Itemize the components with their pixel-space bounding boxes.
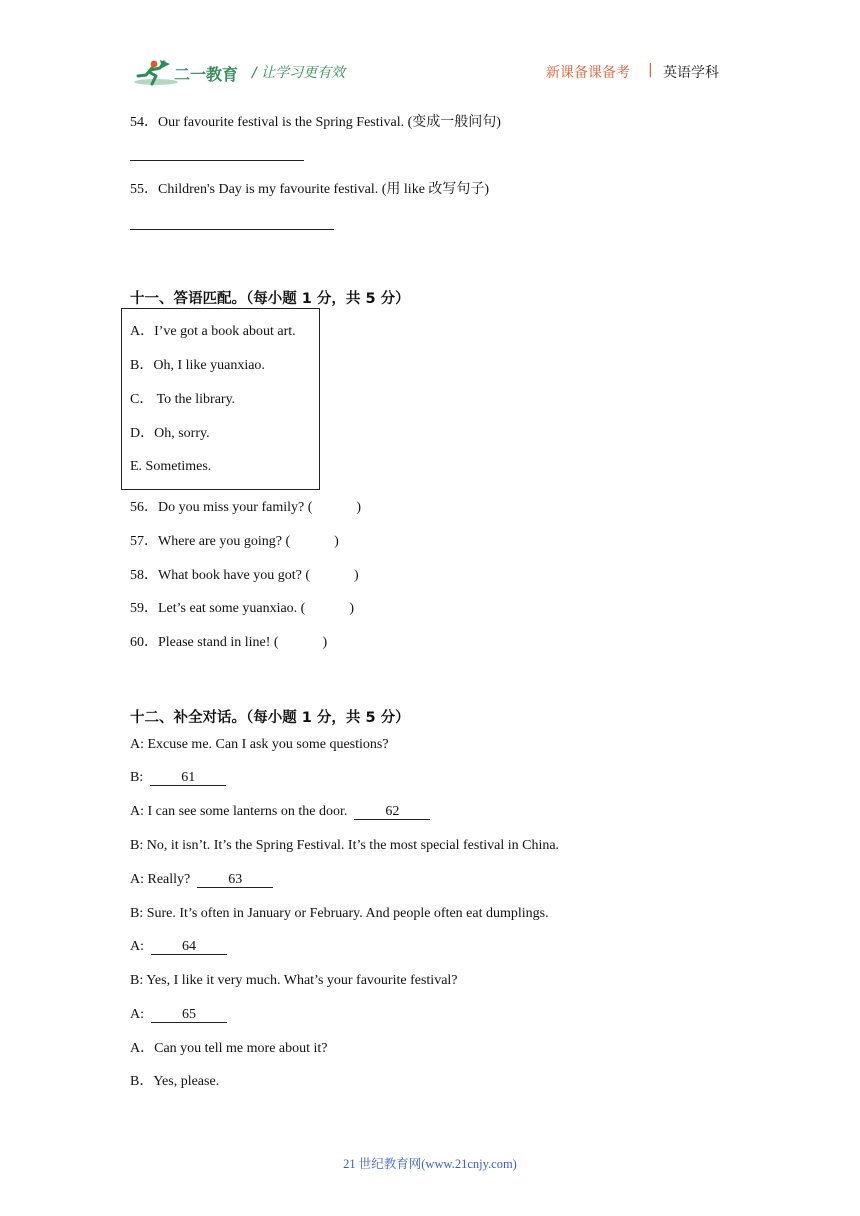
logo bbox=[130, 58, 242, 88]
header-subject: 英语学科 bbox=[663, 65, 719, 81]
header-course-label: 新课备课备考 bbox=[546, 65, 630, 81]
dialogue-line-2: B: 61 bbox=[130, 769, 226, 787]
blank-64[interactable]: 64 bbox=[151, 939, 227, 955]
option-c: C． To the library. bbox=[130, 392, 236, 407]
dialogue-line-5: A: Really? 63 bbox=[130, 871, 273, 889]
section-11-title: 十一、答语匹配。（每小题 1 分，共 5 分） bbox=[130, 291, 410, 307]
blank-65[interactable]: 65 bbox=[151, 1007, 227, 1023]
answer-line-55[interactable] bbox=[130, 229, 334, 230]
footer-source[interactable]: 21 世纪教育网(www.21cnjy.com) bbox=[343, 1157, 517, 1171]
blank-62[interactable]: 62 bbox=[354, 804, 430, 820]
blank-61[interactable]: 61 bbox=[150, 770, 226, 786]
question-59: 59．Let’s eat some yuanxiao. ( ) bbox=[130, 601, 355, 616]
question-55: 55．Children's Day is my favourite festival. (用 like 改写句子) bbox=[130, 182, 490, 197]
question-57: 57．Where are you going? ( ) bbox=[130, 534, 339, 549]
question-60: 60．Please stand in line! ( ) bbox=[130, 635, 328, 650]
section-12-title: 十二、补全对话。（每小题 1 分，共 5 分） bbox=[130, 710, 410, 726]
dialogue-option-a: A．Can you tell me more about it? bbox=[130, 1041, 328, 1056]
question-54: 54．Our favourite festival is the Spring Festival. (变成一般问句) bbox=[130, 115, 501, 130]
dialogue-line-3: A: I can see some lanterns on the door. 62 bbox=[130, 803, 430, 821]
dialogue-line-7: A: 64 bbox=[130, 938, 227, 956]
blank-63[interactable]: 63 bbox=[197, 872, 273, 888]
dialogue-line-1: A: Excuse me. Can I ask you some questions? bbox=[130, 737, 389, 752]
option-a: A．I’ve got a book about art. bbox=[130, 324, 296, 339]
question-58: 58．What book have you got? ( ) bbox=[130, 568, 359, 583]
dialogue-line-4: B: No, it isn’t. It’s the Spring Festival. It’s the most special festival in China. bbox=[130, 838, 560, 853]
header-slogan: / 让学习更有效 bbox=[252, 65, 346, 81]
runner-logo-icon bbox=[130, 58, 242, 88]
option-b: B．Oh, I like yuanxiao. bbox=[130, 358, 265, 373]
dialogue-line-8: B: Yes, I like it very much. What’s your favourite festival? bbox=[130, 973, 458, 988]
dialogue-line-9: A: 65 bbox=[130, 1006, 227, 1024]
option-e: E. Sometimes. bbox=[130, 459, 212, 474]
dialogue-option-b: B．Yes, please. bbox=[130, 1074, 220, 1089]
header-divider: | bbox=[648, 62, 653, 78]
dialogue-line-6: B: Sure. It’s often in January or February. And people often eat dumplings. bbox=[130, 906, 549, 921]
question-56: 56．Do you miss your family? ( ) bbox=[130, 500, 362, 515]
option-d: D．Oh, sorry. bbox=[130, 426, 210, 441]
svg-text:二一教育: 二一教育 bbox=[174, 65, 239, 84]
answer-line-54[interactable] bbox=[130, 160, 304, 161]
